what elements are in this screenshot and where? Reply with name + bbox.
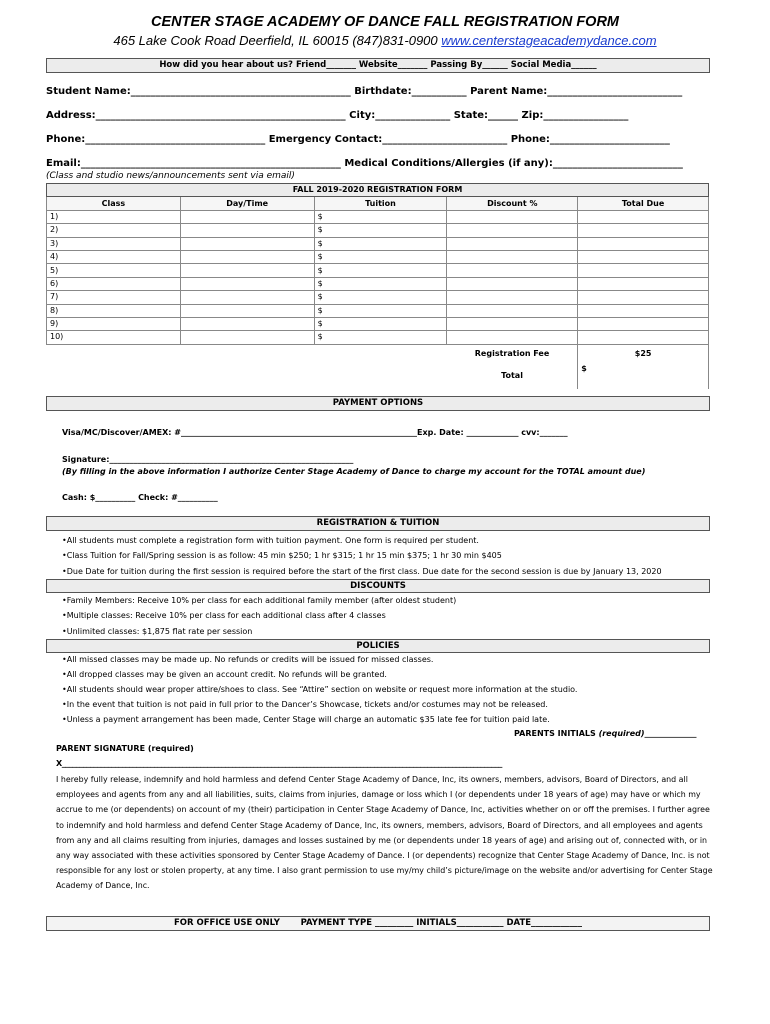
discount-cell[interactable] <box>447 291 578 304</box>
total-due-cell[interactable] <box>578 304 709 317</box>
tuition-cell[interactable]: $ <box>314 264 447 277</box>
total-due-cell[interactable] <box>578 210 709 223</box>
state-field[interactable]: State:______ <box>453 110 519 121</box>
total-value-field[interactable]: $ <box>578 363 709 389</box>
release-paragraph: I hereby fully release, indemnify and hold harmless and defend Center Stage Academy of Dance, Inc, its owners, members, advisors, Board of Directors, and all employees and agents from any and all liabilities, suits, claims from injuries, damage or loss which I (or dependents under 18 years of age) may have or which my accrue to me (or dependents) on account of my (their) participation in Center Stage Academy of Dance, Inc, activities whether on or off the premises. I further agree to indemnify and hold harmless and defend Center Stage Academy of Dance, Inc, its owners, members, advisors, Board of Directors, and all employees and agents from any and all claims resulting from injuries, damages and losses sustained by me (or dependents under 18 years of age) and arising out of, connected with, or in any way associated with these activities sponsored by Center Stage Academy of Dance. I (or dependents) recognize that Center Stage Academy of Dance, Inc. is not responsible for any lost or stolen property, at any time. I also grant permission to use my/my child’s picture/image on the website and/or advertising for Center Stage Academy of Dance, Inc. <box>56 775 713 891</box>
policy-item: •All missed classes may be made up. No refunds or credits will be issued for missed classes. <box>62 655 434 664</box>
phone-field[interactable]: Phone:____________________________________ <box>46 134 266 145</box>
class-cell[interactable]: 1) <box>47 210 181 223</box>
student-info-row-2 <box>46 110 628 121</box>
total-due-cell[interactable] <box>578 224 709 237</box>
medical-field[interactable]: Medical Conditions/Allergies (if any):__________________________ <box>344 158 683 169</box>
total-due-cell[interactable] <box>578 277 709 290</box>
total-due-cell[interactable] <box>578 331 709 344</box>
cash-check-field[interactable]: Cash: $__________ Check: #__________ <box>62 493 218 502</box>
registration-fee-label: Registration Fee <box>474 348 550 358</box>
total-due-cell[interactable] <box>578 250 709 263</box>
tuition-cell[interactable]: $ <box>314 317 447 330</box>
office-use-details: PAYMENT TYPE _________ INITIALS___________ DATE____________ <box>300 918 583 928</box>
day-time-cell[interactable] <box>180 291 314 304</box>
discount-cell[interactable] <box>447 250 578 263</box>
discount-cell[interactable] <box>447 331 578 344</box>
total-due-cell[interactable] <box>578 264 709 277</box>
student-name-field[interactable]: Student Name:____________________________________________ <box>46 86 351 97</box>
parent-name-field[interactable]: Parent Name:___________________________ <box>470 86 683 97</box>
registration-row <box>47 250 709 263</box>
parents-initials-label: PARENTS INITIALS <box>514 729 596 738</box>
total-due-cell[interactable] <box>578 317 709 330</box>
office-use-bar <box>46 916 710 931</box>
day-time-cell[interactable] <box>180 264 314 277</box>
policy-item: •All students should wear proper attire/shoes to class. See “Attire” section on website or request more information at the studio. <box>62 685 578 694</box>
student-info-row-1 <box>46 86 682 97</box>
registration-row <box>47 291 709 304</box>
tuition-item: •Due Date for tuition during the first session is required before the start of the first class. Due date for the second session is due by January 13, 2020 <box>62 567 662 576</box>
registration-row <box>47 277 709 290</box>
day-time-cell[interactable] <box>180 331 314 344</box>
policy-item: •Unless a payment arrangement has been made, Center Stage will charge an automatic $35 late fee for tuition paid late. <box>62 715 550 724</box>
zip-field[interactable]: Zip:_________________ <box>521 110 629 121</box>
tuition-item: •All students must complete a registration form with tuition payment. One form is required per student. <box>62 536 479 545</box>
tuition-item: •Class Tuition for Fall/Spring session is as follow: 45 min $250; 1 hr $315; 1 hr 15 min $375; 1 hr 30 min $405 <box>62 551 502 560</box>
class-cell[interactable]: 7) <box>47 291 181 304</box>
class-cell[interactable]: 4) <box>47 250 181 263</box>
registration-row <box>47 210 709 223</box>
payment-options-heading: PAYMENT OPTIONS <box>46 396 710 411</box>
class-cell[interactable]: 9) <box>47 317 181 330</box>
class-cell[interactable]: 5) <box>47 264 181 277</box>
registration-tuition-heading: REGISTRATION & TUITION <box>46 516 710 531</box>
card-number-field[interactable]: Visa/MC/Discover/AMEX: #___________________________________________________________Exp. Date: _____________ cvv:_______ <box>62 428 568 437</box>
col-header-tuition: Tuition <box>314 197 447 210</box>
day-time-cell[interactable] <box>180 304 314 317</box>
day-time-cell[interactable] <box>180 317 314 330</box>
student-info-row-3 <box>46 134 670 145</box>
address-field[interactable]: Address:__________________________________________________ <box>46 110 346 121</box>
tuition-cell[interactable]: $ <box>314 250 447 263</box>
day-time-cell[interactable] <box>180 277 314 290</box>
class-cell[interactable]: 3) <box>47 237 181 250</box>
registration-row <box>47 317 709 330</box>
day-time-cell[interactable] <box>180 210 314 223</box>
tuition-cell[interactable]: $ <box>314 291 447 304</box>
form-title: CENTER STAGE ACADEMY OF DANCE FALL REGISTRATION FORM <box>150 14 620 30</box>
col-header-class: Class <box>47 197 181 210</box>
total-due-cell[interactable] <box>578 291 709 304</box>
registration-table <box>46 183 709 389</box>
parents-initials-field[interactable] <box>514 729 697 738</box>
discounts-heading: DISCOUNTS <box>46 579 710 593</box>
registration-fee-value: $25 <box>578 344 709 363</box>
tuition-cell[interactable]: $ <box>314 304 447 317</box>
policies-heading: POLICIES <box>46 639 710 653</box>
email-note: (Class and studio news/announcements sent via email) <box>46 171 295 181</box>
discount-cell[interactable] <box>447 237 578 250</box>
day-time-cell[interactable] <box>180 224 314 237</box>
discount-cell[interactable] <box>447 317 578 330</box>
studio-website-link[interactable]: www.centerstageacademydance.com <box>441 33 657 48</box>
tuition-cell[interactable]: $ <box>314 277 447 290</box>
col-header-discount: Discount % <box>447 197 578 210</box>
registration-row <box>47 331 709 344</box>
registration-row <box>47 304 709 317</box>
total-label: Total <box>501 370 523 380</box>
class-cell[interactable]: 2) <box>47 224 181 237</box>
tuition-cell[interactable]: $ <box>314 210 447 223</box>
signature-field[interactable]: Signature:_____________________________________________________________ <box>62 455 354 464</box>
discount-cell[interactable] <box>447 264 578 277</box>
discount-cell[interactable] <box>447 277 578 290</box>
tuition-cell[interactable]: $ <box>314 331 447 344</box>
day-time-cell[interactable] <box>180 250 314 263</box>
parent-signature-label: PARENT SIGNATURE (required) <box>56 744 194 753</box>
policy-item: •In the event that tuition is not paid in full prior to the Dancer’s Showcase, tickets and/or costumes may not be released. <box>62 700 548 709</box>
office-use-label: FOR OFFICE USE ONLY <box>173 918 280 928</box>
tuition-cell[interactable]: $ <box>314 224 447 237</box>
parent-signature-line[interactable]: X____________________________________________________________________________________________________________________________ <box>56 759 502 768</box>
class-cell[interactable]: 6) <box>47 277 181 290</box>
discount-cell[interactable] <box>447 304 578 317</box>
day-time-cell[interactable] <box>180 237 314 250</box>
city-field[interactable]: City:_______________ <box>349 110 451 121</box>
birthdate-field[interactable]: Birthdate:___________ <box>354 86 467 97</box>
col-header-total-due: Total Due <box>578 197 709 210</box>
registration-row <box>47 237 709 250</box>
email-field[interactable]: Email:____________________________________________________ <box>46 158 341 169</box>
registration-row <box>47 224 709 237</box>
policy-item: •All dropped classes may be given an account credit. No refunds will be granted. <box>62 670 387 679</box>
parents-initials-blank[interactable]: _____________ <box>644 729 697 738</box>
class-cell[interactable]: 10) <box>47 331 181 344</box>
discount-cell[interactable] <box>447 210 578 223</box>
how-heard-bar: How did you hear about us? Friend_______ Website_______ Passing By______ Social Media______ <box>46 58 710 73</box>
col-header-day-time: Day/Time <box>180 197 314 210</box>
discount-cell[interactable] <box>447 224 578 237</box>
total-due-cell[interactable] <box>578 237 709 250</box>
registration-row <box>47 264 709 277</box>
registration-table-caption: FALL 2019-2020 REGISTRATION FORM <box>47 184 709 197</box>
studio-address-line <box>0 33 770 48</box>
signature-note: (By filling in the above information I authorize Center Stage Academy of Dance to charge my account for the TOTAL amount due) <box>62 467 646 476</box>
discount-item: •Family Members: Receive 10% per class for each additional family member (after oldest student) <box>62 596 457 605</box>
class-cell[interactable]: 8) <box>47 304 181 317</box>
tuition-cell[interactable]: $ <box>314 237 447 250</box>
emergency-contact-field[interactable]: Emergency Contact:_________________________ <box>268 134 508 145</box>
emergency-phone-field[interactable]: Phone:________________________ <box>510 134 670 145</box>
student-info-row-4 <box>46 158 683 169</box>
discount-item: •Multiple classes: Receive 10% per class for each additional class after 4 classes <box>62 611 386 620</box>
discount-item: •Unlimited classes: $1,875 flat rate per session <box>62 627 253 636</box>
studio-address: 465 Lake Cook Road Deerfield, IL 60015 (847)831-0900 <box>113 33 438 48</box>
parents-initials-required: (required) <box>598 729 645 738</box>
